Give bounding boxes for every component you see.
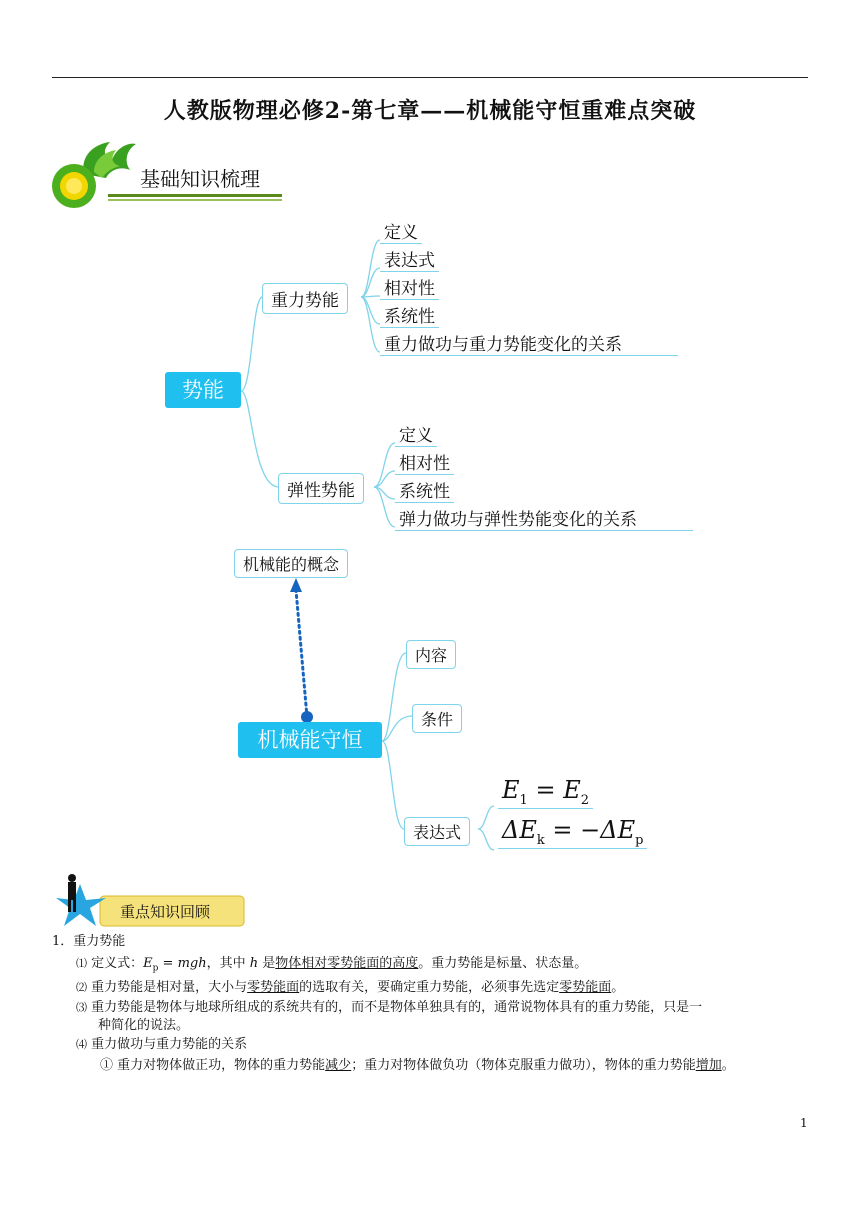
branch-elastic-pe: 弹性势能	[278, 473, 364, 504]
branch-expression: 表达式	[404, 817, 470, 846]
branch-condition: 条件	[412, 704, 462, 733]
paragraph-work-detail: ① 重力对物体做正功，物体的重力势能减少；重力对物体做负功（物体克服重力做功），物体的重力势能增加。	[100, 1058, 735, 1073]
leaf-expression: 表达式	[380, 246, 439, 272]
paragraph-relativity: ⑵ 重力势能是相对量，大小与零势能面的选取有关，要确定重力势能，必须事先选定零势能面。	[76, 980, 625, 995]
branch-content: 内容	[406, 640, 456, 669]
section-key-review: 重点知识回顾	[120, 903, 211, 921]
paragraph-system: ⑶ 重力势能是物体与地球所组成的系统共有的，而不是物体单独具有的，通常说物体具有的重力势能，只是一	[76, 1000, 703, 1015]
formula-energy-delta: $\Delta E_k = -\Delta E_p$	[498, 816, 647, 849]
mindmap-root-potential-energy: 势能	[165, 372, 241, 408]
leaf-gravity-work-relation: 重力做功与重力势能变化的关系	[380, 330, 678, 356]
branch-gravitational-pe: 重力势能	[262, 283, 348, 314]
leaf-relativity: 相对性	[395, 449, 454, 475]
leaf-systematic: 系统性	[395, 477, 454, 503]
paragraph-definition: ⑴ 定义式：$E_p$ = mgh，其中 h 是物体相对零势能面的高度。重力势能是标量、状态量。	[76, 956, 588, 974]
paragraph-system-cont: 种简化的说法。	[98, 1018, 190, 1033]
leaf-relativity: 相对性	[380, 274, 439, 300]
formula-energy-equal: $E_1 = E_2$	[498, 776, 593, 809]
page-number: 1	[800, 1116, 808, 1130]
heading-gravitational-pe: 1．重力势能	[52, 934, 126, 949]
concept-mechanical-energy: 机械能的概念	[234, 549, 348, 578]
leaf-definition: 定义	[380, 218, 422, 244]
leaf-elastic-work-relation: 弹力做功与弹性势能变化的关系	[395, 505, 693, 531]
mindmap-root-conservation: 机械能守恒	[238, 722, 382, 758]
section-basic-knowledge: 基础知识梳理	[140, 167, 260, 191]
document-title: 人教版物理必修2-第七章——机械能守恒重难点突破	[163, 98, 697, 124]
leaf-definition: 定义	[395, 421, 437, 447]
paragraph-work-relation: ⑷ 重力做功与重力势能的关系	[76, 1037, 248, 1052]
leaf-systematic: 系统性	[380, 302, 439, 328]
